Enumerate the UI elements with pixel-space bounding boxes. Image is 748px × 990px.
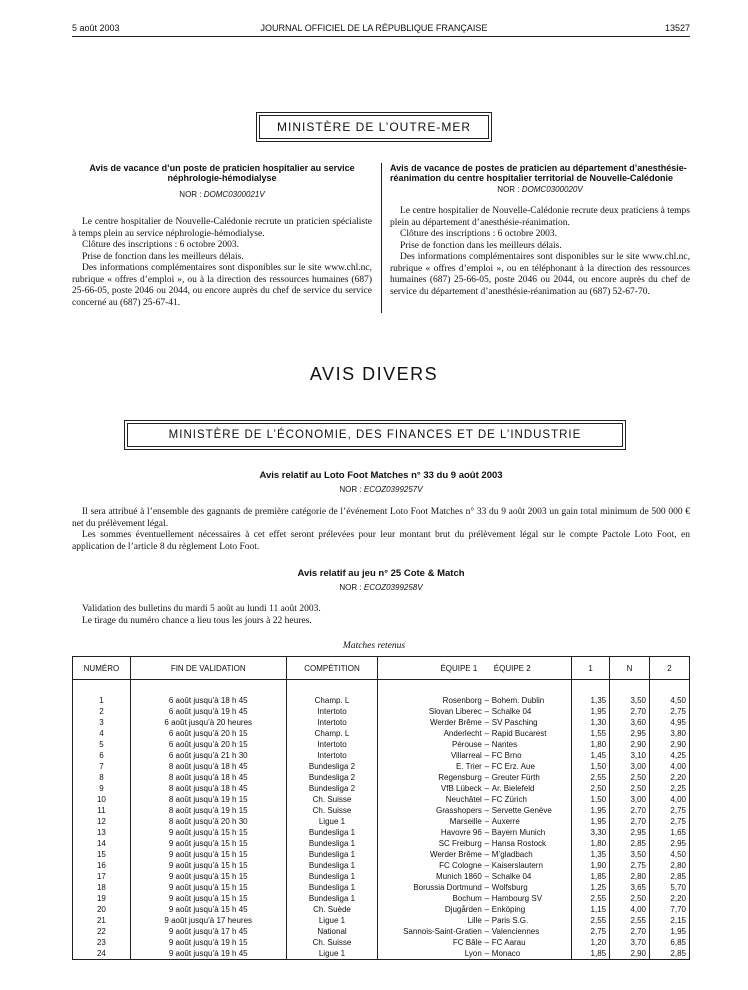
table-row	[73, 783, 690, 794]
row-odds-n: 2,95	[610, 728, 650, 739]
header-equipe-2: ÉQUIPE 2	[492, 657, 572, 680]
row-equipe-2: FC Erz. Aue	[492, 761, 572, 772]
row-fin-validation: 9 août jusqu’à 15 h 15	[130, 860, 286, 871]
row-equipe-1: E. Trier	[378, 761, 482, 772]
paragraph: Des informations complémentaires sont disponibles sur le site www.chl.nc, rubrique « offres d’emploi », ou à la direction des ressources humaines (687) 25-66-05, poste 2046 ou 2044, ou encore auprès du chef de service du service concerné au (687) 25-67-41.	[72, 263, 372, 308]
row-equipe-1: Werder Brême	[378, 849, 482, 860]
row-competition: Champ. L	[286, 695, 378, 706]
row-odds-1: 1,45	[572, 750, 610, 761]
notice-left-body	[72, 217, 372, 309]
row-odds-n: 3,70	[610, 937, 650, 948]
row-odds-1: 1,95	[572, 706, 610, 717]
row-equipe-1: Slovan Liberec	[378, 706, 482, 717]
row-odds-1: 1,35	[572, 849, 610, 860]
paragraph: Prise de fonction dans les meilleurs délais.	[400, 240, 562, 251]
row-fin-validation: 9 août jusqu’à 15 h 15	[130, 871, 286, 882]
row-competition: National	[286, 926, 378, 937]
row-fin-validation: 6 août jusqu’à 20 h 15	[130, 728, 286, 739]
row-odds-1: 3,30	[572, 827, 610, 838]
row-odds-n: 2,50	[610, 893, 650, 904]
header-equipe-1: ÉQUIPE 1	[378, 657, 492, 680]
row-odds-1: 2,55	[572, 915, 610, 926]
table-caption: Matches retenus	[342, 641, 406, 651]
nor-label: NOR :	[179, 190, 202, 199]
row-equipe-2: Auxerre	[492, 816, 572, 827]
paragraph: Clôture des inscriptions : 6 octobre 2003.	[82, 240, 239, 250]
column-divider	[381, 163, 382, 313]
row-fin-validation: 9 août jusqu’à 15 h 15	[130, 838, 286, 849]
row-competition: Bundesliga 2	[286, 761, 378, 772]
row-odds-2: 6,85	[650, 937, 690, 948]
row-odds-2: 4,50	[650, 695, 690, 706]
row-equipe-2: Hansa Rostock	[492, 838, 572, 849]
row-fin-validation: 9 août jusqu’à 15 h 45	[130, 904, 286, 915]
row-number: 14	[73, 838, 131, 849]
row-equipe-1: Grasshopers	[378, 805, 482, 816]
row-number: 23	[73, 937, 131, 948]
header-page-number: 13527	[664, 23, 690, 33]
row-odds-n: 2,70	[610, 706, 650, 717]
row-number: 4	[73, 728, 131, 739]
notice-loto-nor	[72, 485, 690, 494]
row-odds-1: 1,20	[572, 937, 610, 948]
row-odds-1: 1,50	[572, 761, 610, 772]
row-equipe-1: Pérouse	[378, 739, 482, 750]
row-fin-validation: 8 août jusqu’à 18 h 45	[130, 761, 286, 772]
row-fin-validation: 6 août jusqu’à 20 heures	[130, 717, 286, 728]
table-row	[73, 893, 690, 904]
row-odds-n: 2,90	[610, 739, 650, 750]
row-odds-1: 1,85	[572, 948, 610, 960]
table-row	[73, 860, 690, 871]
table-row	[73, 926, 690, 937]
row-equipe-1: FC Cologne	[378, 860, 482, 871]
row-equipe-2: Paris S.G.	[492, 915, 572, 926]
row-equipe-1: Lille	[378, 915, 482, 926]
row-fin-validation: 8 août jusqu’à 20 h 30	[130, 816, 286, 827]
row-fin-validation: 6 août jusqu’à 21 h 30	[130, 750, 286, 761]
row-odds-2: 2,20	[650, 893, 690, 904]
row-separator: –	[484, 751, 490, 760]
row-separator: –	[484, 707, 490, 716]
notice-loto-title: Avis relatif au Loto Foot Matches n° 33 du 9 août 2003	[259, 470, 503, 481]
paragraph: Les sommes éventuellement nécessaires à cet effet seront prélevées pour leur montant brut du prélèvement légal sur le compte Pactole Loto Foot, en application de l’article 8 du règlement Loto Foot.	[72, 530, 690, 552]
row-competition: Champ. L	[286, 728, 378, 739]
row-competition: Bundesliga 1	[286, 827, 378, 838]
row-fin-validation: 8 août jusqu’à 18 h 45	[130, 783, 286, 794]
row-odds-2: 2,75	[650, 816, 690, 827]
row-equipe-1: Borussia Dortmund	[378, 882, 482, 893]
row-competition: Bundesliga 1	[286, 871, 378, 882]
row-number: 12	[73, 816, 131, 827]
header-competition: COMPÉTITION	[286, 657, 378, 680]
table-row	[73, 915, 690, 926]
row-odds-2: 7,70	[650, 904, 690, 915]
row-odds-n: 3,65	[610, 882, 650, 893]
row-competition: Intertoto	[286, 706, 378, 717]
notice-left-title: Avis de vacance d’un poste de praticien hospitalier au service néphrologie-hémodialyse	[89, 163, 355, 183]
table-body	[73, 680, 690, 960]
row-odds-2: 4,00	[650, 794, 690, 805]
row-separator: –	[484, 883, 490, 892]
notice-right-title: Avis de vacance de postes de praticien au département d’anesthésie-réanimation du centre hospitalier territorial de Nouvelle-Calédonie	[390, 163, 687, 183]
row-fin-validation: 9 août jusqu’à 19 h 45	[130, 948, 286, 960]
row-equipe-2: Valenciennes	[492, 926, 572, 937]
row-number: 10	[73, 794, 131, 805]
header-numero: NUMÉRO	[73, 657, 131, 680]
row-fin-validation: 8 août jusqu’à 19 h 15	[130, 794, 286, 805]
row-competition: Ch. Suisse	[286, 937, 378, 948]
row-competition: Bundesliga 1	[286, 893, 378, 904]
header-odds-2: 2	[650, 657, 690, 680]
ministry-outremer-title: MINISTÈRE DE L’OUTRE-MER	[259, 115, 489, 139]
row-odds-1: 1,85	[572, 871, 610, 882]
matches-table	[72, 656, 690, 960]
row-fin-validation: 9 août jusqu’à 15 h 15	[130, 849, 286, 860]
row-odds-n: 3,10	[610, 750, 650, 761]
row-fin-validation: 8 août jusqu’à 18 h 45	[130, 772, 286, 783]
row-competition: Intertoto	[286, 717, 378, 728]
row-odds-2: 4,50	[650, 849, 690, 860]
row-number: 17	[73, 871, 131, 882]
row-equipe-2: FC Zürich	[492, 794, 572, 805]
header-odds-n: N	[610, 657, 650, 680]
row-equipe-2: Bohem. Dublin	[492, 695, 572, 706]
row-equipe-1: Werder Brême	[378, 717, 482, 728]
row-equipe-1: Sannois-Saint-Gratien	[378, 926, 482, 937]
row-number: 20	[73, 904, 131, 915]
row-competition: Bundesliga 1	[286, 860, 378, 871]
row-equipe-1: Villarreal	[378, 750, 482, 761]
row-equipe-2: Enköping	[492, 904, 572, 915]
row-competition: Bundesliga 1	[286, 882, 378, 893]
notice-left	[72, 163, 372, 309]
row-separator: –	[482, 948, 492, 960]
paragraph: Prise de fonction dans les meilleurs délais.	[82, 251, 244, 262]
row-odds-2: 2,90	[650, 739, 690, 750]
table-row	[73, 816, 690, 827]
table-row	[73, 739, 690, 750]
row-odds-2: 2,75	[650, 706, 690, 717]
row-fin-validation: 9 août jusqu’à 17 heures	[130, 915, 286, 926]
row-number: 1	[73, 695, 131, 706]
row-fin-validation: 9 août jusqu’à 15 h 15	[130, 893, 286, 904]
notice-left-nor	[72, 190, 372, 199]
row-equipe-2: Nantes	[492, 739, 572, 750]
row-equipe-2: Ar. Bielefeld	[492, 783, 572, 794]
row-competition: Bundesliga 1	[286, 849, 378, 860]
row-competition: Bundesliga 1	[286, 838, 378, 849]
row-competition: Ligue 1	[286, 816, 378, 827]
row-number: 11	[73, 805, 131, 816]
row-odds-2: 1,95	[650, 926, 690, 937]
row-equipe-2: FC Aarau	[492, 937, 572, 948]
nor-label: NOR :	[497, 185, 520, 194]
row-fin-validation: 6 août jusqu’à 18 h 45	[130, 695, 286, 706]
row-odds-2: 1,65	[650, 827, 690, 838]
paragraph: Le centre hospitalier de Nouvelle-Calédonie recrute un praticien spécialiste à temps plein au service néphrologie-hémodialyse.	[72, 217, 372, 239]
row-separator: –	[484, 740, 490, 749]
row-separator: –	[484, 718, 490, 727]
row-odds-n: 3,60	[610, 717, 650, 728]
row-odds-1: 1,50	[572, 794, 610, 805]
header-odds-1: 1	[572, 657, 610, 680]
row-odds-2: 2,20	[650, 772, 690, 783]
table-row	[73, 772, 690, 783]
notice-right	[390, 163, 690, 298]
paragraph: Le tirage du numéro chance a lieu tous les jours à 22 heures.	[82, 615, 312, 626]
row-equipe-1: SC Freiburg	[378, 838, 482, 849]
avis-divers-heading: AVIS DIVERS	[309, 364, 439, 384]
ministry-economie-title: MINISTÈRE DE L’ÉCONOMIE, DES FINANCES ET DE L’INDUSTRIE	[127, 423, 623, 447]
row-odds-1: 1,30	[572, 717, 610, 728]
row-odds-1: 1,55	[572, 728, 610, 739]
row-number: 5	[73, 739, 131, 750]
notice-right-body	[390, 206, 690, 298]
row-odds-2: 2,80	[650, 860, 690, 871]
row-odds-2: 2,75	[650, 805, 690, 816]
row-competition: Intertoto	[286, 739, 378, 750]
row-equipe-2: Rapid Bucarest	[492, 728, 572, 739]
notice-loto	[72, 470, 690, 553]
row-separator: –	[484, 872, 490, 881]
paragraph: Le centre hospitalier de Nouvelle-Calédonie recrute deux praticiens à temps plein au département d’anesthésie-réanimation.	[390, 206, 690, 228]
row-separator: –	[484, 839, 490, 848]
row-equipe-1: Djugården	[378, 904, 482, 915]
row-equipe-2: FC Brno	[492, 750, 572, 761]
row-equipe-1: Anderlecht	[378, 728, 482, 739]
notice-right-nor	[390, 185, 690, 194]
row-odds-n: 2,70	[610, 805, 650, 816]
row-odds-n: 2,95	[610, 827, 650, 838]
row-number: 2	[73, 706, 131, 717]
row-odds-n: 2,90	[610, 948, 650, 960]
table-row	[73, 794, 690, 805]
header-fin-validation: FIN DE VALIDATION	[130, 657, 286, 680]
row-separator: –	[484, 773, 490, 782]
row-number: 15	[73, 849, 131, 860]
row-odds-1: 1,35	[572, 695, 610, 706]
ministry-outremer-box	[256, 112, 492, 142]
row-number: 19	[73, 893, 131, 904]
row-number: 8	[73, 772, 131, 783]
row-odds-2: 2,85	[650, 871, 690, 882]
row-separator: –	[484, 817, 490, 826]
row-equipe-1: Rosenborg	[378, 695, 482, 706]
row-odds-1: 1,25	[572, 882, 610, 893]
row-fin-validation: 6 août jusqu’à 20 h 15	[130, 739, 286, 750]
table-row	[73, 827, 690, 838]
table-row	[73, 728, 690, 739]
table-row	[73, 761, 690, 772]
header-journal: JOURNAL OFFICIEL DE LA RÉPUBLIQUE FRANÇAISE	[260, 23, 488, 33]
table-row	[73, 948, 690, 960]
table-spacer-row	[73, 680, 690, 696]
paragraph: Validation des bulletins du mardi 5 août au lundi 11 août 2003.	[82, 604, 321, 614]
row-separator: –	[484, 806, 490, 815]
table-row	[73, 904, 690, 915]
row-fin-validation: 9 août jusqu’à 15 h 15	[130, 882, 286, 893]
row-number: 6	[73, 750, 131, 761]
row-fin-validation: 8 août jusqu’à 19 h 15	[130, 805, 286, 816]
nor-code: DOMC0300020V	[521, 185, 583, 194]
row-odds-n: 3,50	[610, 695, 650, 706]
row-odds-n: 3,50	[610, 849, 650, 860]
row-odds-1: 1,90	[572, 860, 610, 871]
notice-jeu-nor	[72, 583, 690, 592]
row-equipe-2: M’gladbach	[492, 849, 572, 860]
row-number: 3	[73, 717, 131, 728]
row-competition: Intertoto	[286, 750, 378, 761]
row-odds-1: 1,95	[572, 816, 610, 827]
table-row	[73, 838, 690, 849]
notice-jeu-title: Avis relatif au jeu n° 25 Cote & Match	[297, 568, 465, 579]
row-odds-1: 2,50	[572, 783, 610, 794]
table-row	[73, 717, 690, 728]
row-odds-2: 4,25	[650, 750, 690, 761]
row-odds-2: 3,80	[650, 728, 690, 739]
row-odds-n: 2,75	[610, 860, 650, 871]
row-equipe-1: Munich 1860	[378, 871, 482, 882]
table-row	[73, 750, 690, 761]
row-competition: Ligue 1	[286, 948, 378, 960]
row-fin-validation: 9 août jusqu’à 15 h 15	[130, 827, 286, 838]
table-header-row	[73, 657, 690, 680]
row-competition: Ch. Suisse	[286, 805, 378, 816]
row-odds-1: 2,55	[572, 772, 610, 783]
table-row	[73, 882, 690, 893]
row-fin-validation: 6 août jusqu’à 19 h 45	[130, 706, 286, 717]
row-equipe-2: Schalke 04	[492, 871, 572, 882]
row-odds-n: 2,50	[610, 772, 650, 783]
table-row	[73, 695, 690, 706]
row-equipe-1: FC Bâle	[378, 937, 482, 948]
row-equipe-2: Greuter Fürth	[492, 772, 572, 783]
row-number: 21	[73, 915, 131, 926]
row-equipe-1: Regensburg	[378, 772, 482, 783]
row-equipe-1: Lyon	[378, 948, 482, 960]
row-number: 22	[73, 926, 131, 937]
ministry-economie-box	[124, 420, 626, 450]
row-odds-2: 5,70	[650, 882, 690, 893]
row-equipe-2: Hambourg SV	[492, 893, 572, 904]
row-odds-2: 2,25	[650, 783, 690, 794]
row-odds-n: 2,55	[610, 915, 650, 926]
row-odds-n: 2,85	[610, 838, 650, 849]
row-number: 9	[73, 783, 131, 794]
row-competition: Ch. Suède	[286, 904, 378, 915]
row-separator: –	[484, 729, 490, 738]
row-equipe-1: Neuchâtel	[378, 794, 482, 805]
row-equipe-2: Servette Genève	[492, 805, 572, 816]
row-separator: –	[484, 828, 490, 837]
row-odds-n: 4,00	[610, 904, 650, 915]
row-separator: –	[484, 927, 490, 936]
row-odds-1: 1,80	[572, 838, 610, 849]
row-odds-1: 2,75	[572, 926, 610, 937]
nor-code: ECOZ0399258V	[363, 583, 423, 592]
row-equipe-1: Marseille	[378, 816, 482, 827]
row-odds-n: 2,70	[610, 926, 650, 937]
row-odds-2: 2,15	[650, 915, 690, 926]
paragraph: Clôture des inscriptions : 6 octobre 2003.	[400, 229, 557, 239]
row-separator: –	[484, 795, 490, 804]
row-odds-1: 2,55	[572, 893, 610, 904]
row-odds-1: 1,95	[572, 805, 610, 816]
row-odds-n: 3,00	[610, 761, 650, 772]
row-number: 18	[73, 882, 131, 893]
row-separator: –	[484, 850, 490, 859]
table-row	[73, 849, 690, 860]
table-row	[73, 706, 690, 717]
nor-label: NOR :	[339, 583, 362, 592]
row-odds-2: 4,95	[650, 717, 690, 728]
row-separator: –	[484, 916, 490, 925]
row-fin-validation: 9 août jusqu’à 19 h 15	[130, 937, 286, 948]
row-separator: –	[484, 938, 490, 947]
row-odds-2: 2,85	[650, 948, 690, 960]
row-equipe-2: Bayern Munich	[492, 827, 572, 838]
row-separator: –	[484, 762, 490, 771]
row-equipe-2: Schalke 04	[492, 706, 572, 717]
row-odds-n: 2,50	[610, 783, 650, 794]
row-fin-validation: 9 août jusqu’à 17 h 45	[130, 926, 286, 937]
row-competition: Bundesliga 2	[286, 783, 378, 794]
row-separator: –	[484, 905, 490, 914]
row-odds-n: 3,00	[610, 794, 650, 805]
row-odds-n: 2,70	[610, 816, 650, 827]
nor-code: DOMC0300021V	[203, 190, 265, 199]
nor-code: ECOZ0399257V	[363, 485, 423, 494]
table-row	[73, 805, 690, 816]
row-competition: Ch. Suisse	[286, 794, 378, 805]
row-equipe-2: SV Pasching	[492, 717, 572, 728]
row-odds-2: 4,00	[650, 761, 690, 772]
row-odds-1: 1,80	[572, 739, 610, 750]
row-number: 24	[73, 948, 131, 960]
row-number: 7	[73, 761, 131, 772]
notice-jeu	[72, 568, 690, 627]
table-row	[73, 937, 690, 948]
table-row	[73, 871, 690, 882]
row-separator: –	[484, 861, 490, 870]
row-equipe-1: Bochum	[378, 893, 482, 904]
row-odds-n: 2,80	[610, 871, 650, 882]
header-rule	[72, 36, 690, 37]
row-equipe-1: VfB Lübeck	[378, 783, 482, 794]
row-equipe-2: Monaco	[492, 948, 572, 960]
row-separator: –	[484, 894, 490, 903]
row-odds-1: 1,15	[572, 904, 610, 915]
notice-loto-body	[72, 507, 690, 553]
row-competition: Bundesliga 2	[286, 772, 378, 783]
row-equipe-2: Wolfsburg	[492, 882, 572, 893]
row-equipe-1: Havovre 96	[378, 827, 482, 838]
row-separator: –	[484, 784, 490, 793]
row-odds-2: 2,95	[650, 838, 690, 849]
paragraph: Il sera attribué à l’ensemble des gagnants de première catégorie de l’événement Loto Foot Matches n° 33 du 9 août 2003 un gain total minimum de 500 000 € net du prélèvement légal.	[72, 507, 690, 529]
row-equipe-2: Kaiserslautern	[492, 860, 572, 871]
nor-label: NOR :	[339, 485, 362, 494]
row-competition: Ligue 1	[286, 915, 378, 926]
notice-jeu-body	[72, 604, 690, 627]
header-date: 5 août 2003	[72, 23, 120, 33]
row-number: 16	[73, 860, 131, 871]
row-number: 13	[73, 827, 131, 838]
paragraph: Des informations complémentaires sont disponibles sur le site www.chl.nc, rubrique « offres d’emploi », ou en téléphonant à la direction des ressources humaines (687) 25-66-05, poste 2046 ou 2044, ou encore auprès du chef de service du département d’anesthésie-réanimation au (687) 52-67-70.	[390, 252, 690, 297]
row-separator: –	[484, 696, 490, 705]
